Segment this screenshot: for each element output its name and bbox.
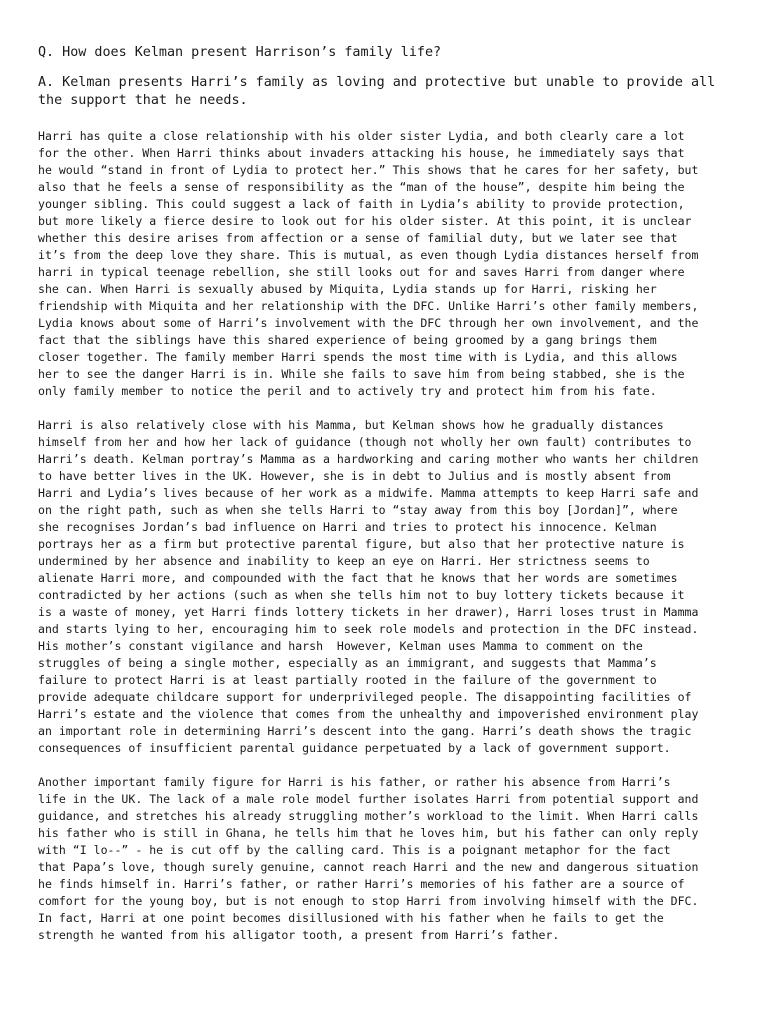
document-page xyxy=(38,44,736,961)
paragraph-mamma: Harri is also relatively close with his Mamma, but Kelman shows how he gradually distances himself from her and how her lack of guidance (though not wholly her own fault) contributes to Harri’s death. Kelman portray’s Mamma as a hardworking and caring mother who wants her children to have better lives in the UK. However, she is in debt to Julius and is mostly absent from Harri and Lydia’s lives because of her work as a midwife. Mamma attempts to keep Harri safe and on the right path, such as when she tells Harri to “stay away from this boy [Jordan]”, where she recognises Jordan’s bad influence on Harri and tries to protect his innocence. Kelman portrays her as a firm but protective parental figure, but also that her protective nature is undermined by her absence and inability to keep an eye on Harri. Her strictness seems to alienate Harri more, and compounded with the fact that he knows that her words are sometimes contradicted by her actions (such as when she tells him not to buy lottery tickets because it is a waste of money, yet Harri finds lottery tickets in her drawer), Harri loses trust in Mamma and starts lying to her, encouraging him to seek role models and protection in the DFC instead. His mother’s constant vigilance and harsh However, Kelman uses Mamma to comment on the struggles of being a single mother, especially as an immigrant, and suggests that Mamma’s failure to protect Harri is at least partially rooted in the failure of the government to provide adequate childcare support for underprivileged people. The disappointing facilities of Harri’s estate and the violence that comes from the unhealthy and impoverished environment play an important role in determining Harri’s descent into the gang. Harri’s death shows the tragic consequences of insufficient parental guidance perpetuated by a lack of government support. xyxy=(38,418,699,755)
paragraph-lydia: Harri has quite a close relationship with his older sister Lydia, and both clearly care a lot for the other. When Harri thinks about invaders attacking his house, he immediately says that he would “stand in front of Lydia to protect her.” This shows that he cares for her safety, but also that he feels a sense of responsibility as the “man of the house”, despite him being the younger sibling. This could suggest a lack of faith in Lydia’s ability to provide protection, but more likely a fierce desire to look out for his older sister. At this point, it is unclear whether this desire arises from affection or a sense of familial duty, but we later see that it’s from the deep love they share. This is mutual, as even though Lydia distances herself from harri in typical teenage rebellion, she still looks out for and saves Harri from danger where she can. When Harri is sexually abused by Miquita, Lydia stands up for Harri, risking her friendship with Miquita and her relationship with the DFC. Unlike Harri’s other family members, Lydia knows about some of Harri’s involvement with the DFC through her own involvement, and the fact that the siblings have this shared experience of being groomed by a gang brings them closer together. The family member Harri spends the most time with is Lydia, and this allows her to see the danger Harri is in. While she fails to save him from being stabbed, she is the only family member to notice the peril and to actively try and protect him from his fate. xyxy=(38,129,699,398)
paragraph-father: Another important family figure for Harri is his father, or rather his absence from Harri’s life in the UK. The lack of a male role model further isolates Harri from potential support and guidance, and stretches his already struggling mother’s workload to the limit. When Harri calls his father who is still in Ghana, he tells him that he loves him, but his father can only reply with “I lo--” - he is cut off by the calling card. This is a poignant metaphor for the fact that Papa’s love, though surely genuine, cannot reach Harri and the new and dangerous situation he finds himself in. Harri’s father, or rather Harri’s memories of his father are a source of comfort for the young boy, but is not enough to stop Harri from involving himself with the DFC. In fact, Harri at one point becomes disillusioned with his father when he fails to get the strength he wanted from his alligator tooth, a present from Harri’s father. xyxy=(38,775,699,942)
question-heading: Q. How does Kelman present Harrison’s family life? xyxy=(38,45,442,60)
answer-thesis: A. Kelman presents Harri’s family as loving and protective but unable to provide all the support that he needs. xyxy=(38,75,716,108)
